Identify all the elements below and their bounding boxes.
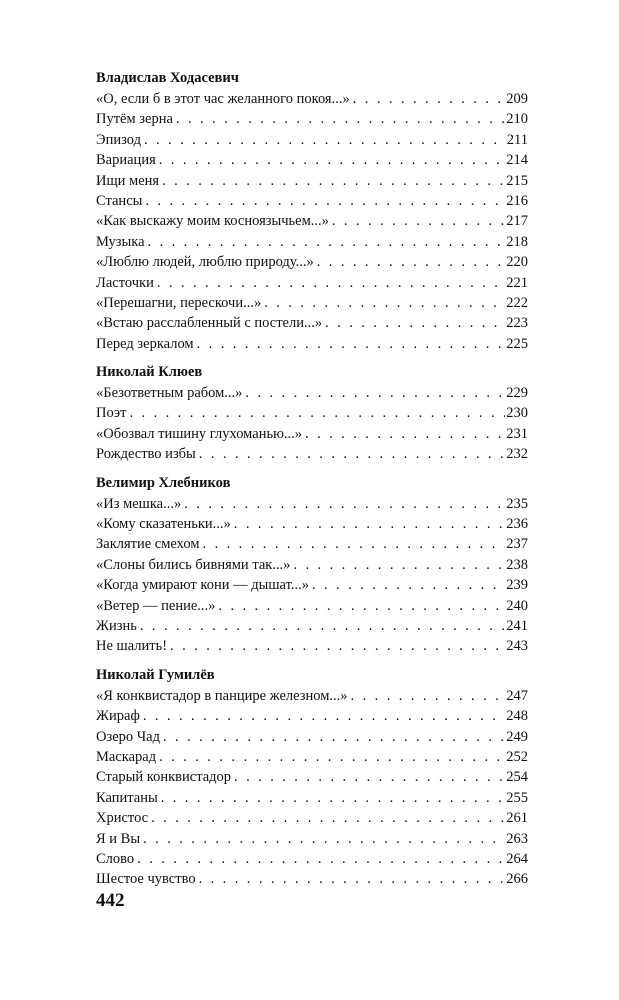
toc-entry bbox=[96, 191, 528, 211]
dot-leader bbox=[148, 232, 506, 252]
entry-page-number: 252 bbox=[506, 748, 528, 765]
entry-list bbox=[96, 494, 528, 657]
toc-entry bbox=[96, 616, 528, 636]
entry-title: Маскарад bbox=[96, 748, 157, 765]
dot-leader bbox=[129, 403, 505, 423]
toc-entry bbox=[96, 555, 528, 575]
entry-page-number: 215 bbox=[506, 172, 528, 189]
dot-leader bbox=[151, 808, 505, 828]
entry-title: «Обозвал тишину глухоманью...» bbox=[96, 425, 303, 442]
entry-title: «О, если б в этот час желанного покоя...» bbox=[96, 91, 350, 107]
author-heading: Владислав Ходасевич bbox=[96, 70, 239, 86]
dot-leader bbox=[163, 727, 505, 747]
toc-entry bbox=[96, 171, 528, 191]
entry-title: Ищи меня bbox=[96, 172, 160, 189]
entry-page-number: 239 bbox=[506, 577, 528, 594]
entry-title: Музыка bbox=[96, 233, 145, 250]
entry-title: Христос bbox=[96, 810, 149, 827]
entry-page-number: 231 bbox=[506, 425, 528, 442]
toc-entry bbox=[96, 89, 528, 109]
dot-leader bbox=[143, 706, 505, 726]
entry-title: Перед зеркалом bbox=[96, 335, 194, 352]
toc-entry bbox=[96, 211, 528, 231]
dot-leader bbox=[234, 514, 505, 534]
dot-leader bbox=[145, 191, 505, 211]
dot-leader bbox=[159, 747, 505, 767]
entry-title: Капитаны bbox=[96, 789, 158, 806]
dot-leader bbox=[176, 109, 505, 129]
toc-entry bbox=[96, 514, 528, 534]
dot-leader bbox=[159, 150, 506, 170]
entry-title: «Встаю расслабленный с постели...» bbox=[96, 315, 323, 332]
toc-entry bbox=[96, 232, 528, 252]
entry-page-number: 264 bbox=[506, 850, 528, 867]
toc-entry bbox=[96, 636, 528, 656]
toc-entry bbox=[96, 596, 528, 616]
entry-page-number: 247 bbox=[506, 687, 528, 704]
entry-page-number: 210 bbox=[506, 111, 528, 128]
entry-page-number: 230 bbox=[506, 405, 528, 422]
entry-title: «Я конквистадор в панцире железном...» bbox=[96, 687, 348, 704]
dot-leader bbox=[143, 829, 505, 849]
entry-list bbox=[96, 686, 528, 890]
table-of-contents bbox=[96, 68, 528, 898]
dot-leader bbox=[234, 767, 505, 787]
toc-entry bbox=[96, 727, 528, 747]
toc-entry bbox=[96, 686, 528, 706]
entry-title: «Слоны бились бивнями так...» bbox=[96, 556, 291, 573]
toc-entry bbox=[96, 829, 528, 849]
dot-leader bbox=[353, 89, 506, 109]
toc-entry bbox=[96, 747, 528, 767]
entry-title: Заклятие смехом bbox=[96, 536, 200, 553]
dot-leader bbox=[157, 273, 505, 293]
dot-leader bbox=[351, 686, 506, 706]
toc-entry bbox=[96, 767, 528, 787]
entry-title: Старый конквистадор bbox=[96, 769, 232, 786]
entry-page-number: 223 bbox=[506, 315, 528, 332]
entry-title: Стансы bbox=[96, 192, 143, 209]
dot-leader bbox=[170, 636, 505, 656]
entry-page-number: 214 bbox=[506, 152, 528, 169]
toc-entry bbox=[96, 788, 528, 808]
toc-entry bbox=[96, 706, 528, 726]
toc-entry bbox=[96, 869, 528, 889]
dot-leader bbox=[140, 616, 505, 636]
entry-page-number: 220 bbox=[506, 254, 528, 271]
entry-page-number: 240 bbox=[506, 597, 528, 614]
entry-page-number: 249 bbox=[506, 728, 528, 745]
toc-entry bbox=[96, 403, 528, 423]
entry-title: «Люблю людей, люблю природу...» bbox=[96, 254, 314, 271]
toc-entry bbox=[96, 534, 528, 554]
toc-entry bbox=[96, 575, 528, 595]
entry-title: «Из мешка...» bbox=[96, 495, 182, 512]
entry-title: Жираф bbox=[96, 708, 140, 725]
entry-page-number: 254 bbox=[506, 769, 528, 786]
entry-list bbox=[96, 89, 528, 354]
entry-page-number: 216 bbox=[506, 192, 528, 209]
entry-title: «Как выскажу моим косноязычьем...» bbox=[96, 213, 329, 230]
entry-title: Жизнь bbox=[96, 617, 137, 634]
toc-entry bbox=[96, 334, 528, 354]
entry-title: Не шалить! bbox=[96, 638, 168, 655]
toc-entry bbox=[96, 313, 528, 333]
dot-leader bbox=[332, 211, 505, 231]
dot-leader bbox=[317, 252, 506, 272]
entry-page-number: 263 bbox=[506, 830, 528, 847]
toc-entry bbox=[96, 252, 528, 272]
toc-entry bbox=[96, 424, 528, 444]
toc-entry bbox=[96, 150, 528, 170]
toc-entry bbox=[96, 273, 528, 293]
entry-page-number: 229 bbox=[506, 385, 528, 402]
entry-page-number: 235 bbox=[506, 495, 528, 512]
entry-page-number: 238 bbox=[506, 556, 528, 573]
entry-page-number: 255 bbox=[506, 789, 528, 806]
entry-title: Шестое чувство bbox=[96, 871, 196, 888]
entry-page-number: 232 bbox=[506, 446, 528, 463]
toc-entry bbox=[96, 808, 528, 828]
entry-page-number: 236 bbox=[506, 516, 528, 533]
dot-leader bbox=[197, 334, 506, 354]
author-heading: Велимир Хлебников bbox=[96, 474, 231, 491]
entry-page-number: 225 bbox=[506, 335, 528, 352]
entry-title: Эпизод bbox=[96, 131, 141, 148]
entry-title: Путём зерна bbox=[96, 111, 173, 128]
dot-leader bbox=[203, 534, 506, 554]
toc-entry bbox=[96, 383, 528, 403]
toc-section bbox=[96, 362, 528, 465]
entry-page-number: 241 bbox=[506, 617, 528, 634]
entry-title: «Кому сказатеньки...» bbox=[96, 516, 231, 533]
toc-entry bbox=[96, 130, 528, 150]
entry-page-number: 221 bbox=[506, 274, 528, 291]
entry-page-number: 222 bbox=[506, 294, 528, 311]
page-number-folio: 442 bbox=[96, 890, 125, 911]
entry-title: «Когда умирают кони — дышат...» bbox=[96, 577, 309, 594]
entry-title: «Ветер — пение...» bbox=[96, 597, 216, 614]
dot-leader bbox=[144, 130, 506, 150]
entry-page-number: 211 bbox=[506, 131, 528, 148]
entry-title: Рождество избы bbox=[96, 446, 196, 463]
dot-leader bbox=[137, 849, 505, 869]
entry-list bbox=[96, 383, 528, 465]
toc-entry bbox=[96, 444, 528, 464]
toc-entry bbox=[96, 293, 528, 313]
dot-leader bbox=[161, 788, 506, 808]
toc-entry bbox=[96, 109, 528, 129]
entry-title: «Перешагни, перескочи...» bbox=[96, 294, 262, 311]
entry-title: Ласточки bbox=[96, 274, 154, 291]
dot-leader bbox=[199, 444, 505, 464]
entry-page-number: 266 bbox=[506, 871, 528, 888]
entry-title: Я и Вы bbox=[96, 830, 141, 847]
dot-leader bbox=[199, 869, 506, 889]
entry-title: Вариация bbox=[96, 152, 156, 169]
entry-title: Слово bbox=[96, 850, 135, 867]
entry-page-number: 237 bbox=[506, 536, 528, 553]
dot-leader bbox=[162, 171, 505, 191]
entry-page-number: 209 bbox=[506, 91, 528, 107]
toc-section bbox=[96, 665, 528, 890]
toc-section bbox=[96, 473, 528, 657]
entry-title: «Безответным рабом...» bbox=[96, 385, 243, 402]
dot-leader bbox=[184, 494, 505, 514]
author-heading: Николай Гумилёв bbox=[96, 666, 215, 683]
dot-leader bbox=[325, 313, 505, 333]
entry-page-number: 261 bbox=[506, 810, 528, 827]
dot-leader bbox=[218, 596, 505, 616]
toc-entry bbox=[96, 494, 528, 514]
entry-page-number: 243 bbox=[506, 638, 528, 655]
entry-page-number: 248 bbox=[506, 708, 528, 725]
dot-leader bbox=[264, 293, 505, 313]
author-heading: Николай Клюев bbox=[96, 364, 203, 381]
dot-leader bbox=[312, 575, 505, 595]
entry-title: Поэт bbox=[96, 405, 127, 422]
entry-page-number: 218 bbox=[506, 233, 528, 250]
entry-page-number: 217 bbox=[506, 213, 528, 230]
toc-entry bbox=[96, 849, 528, 869]
dot-leader bbox=[305, 424, 505, 444]
toc-section bbox=[96, 68, 528, 354]
dot-leader bbox=[245, 383, 505, 403]
entry-title: Озеро Чад bbox=[96, 728, 160, 745]
dot-leader bbox=[293, 555, 505, 575]
